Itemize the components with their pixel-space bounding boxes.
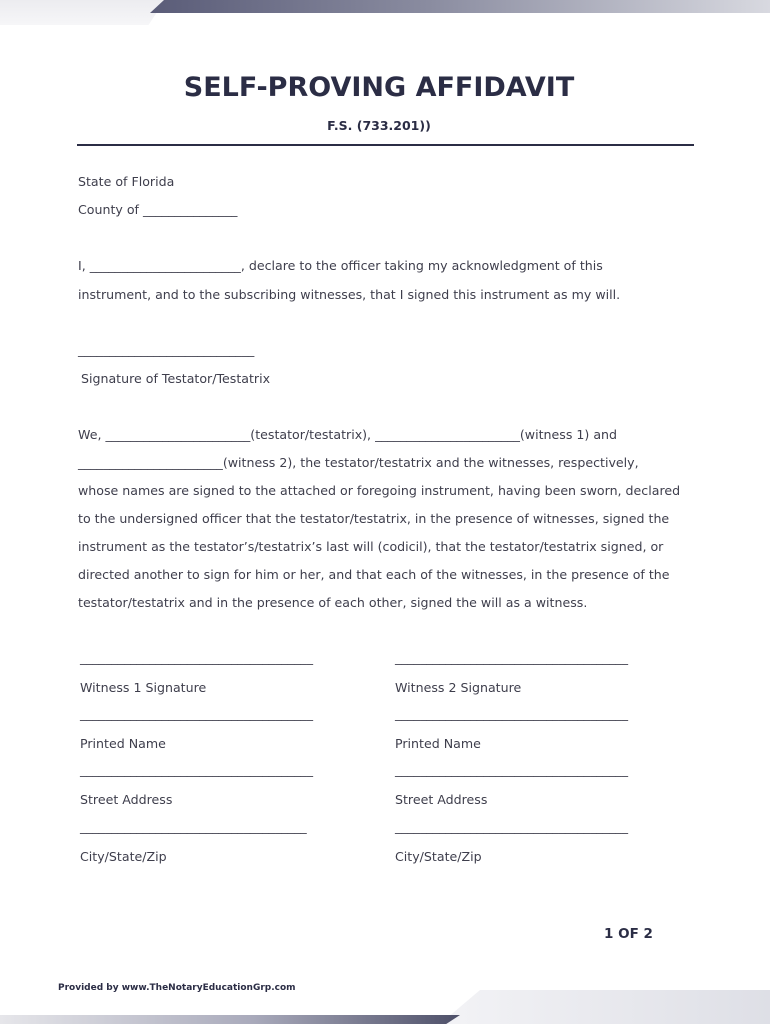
testator-signature-line: ____________________________	[78, 342, 255, 357]
footer-credit: Provided by www.TheNotaryEducationGrp.com	[58, 983, 296, 993]
witness1-city-line: ____________________________________	[80, 819, 307, 834]
witness2-city-line: _____________________________________	[395, 819, 628, 834]
witness1-printed-name-line: _____________________________________	[80, 706, 313, 721]
witness2-printed-name-label: Printed Name	[395, 736, 481, 751]
body-line-1: We, _______________________(testator/testatrix), _______________________(witness 1) and	[78, 427, 618, 442]
witness2-street-line: _____________________________________	[395, 762, 628, 777]
witness1-street-label: Street Address	[80, 792, 173, 807]
title-divider	[77, 144, 694, 146]
witness2-street-label: Street Address	[395, 792, 488, 807]
document-title: SELF-PROVING AFFIDAVIT	[183, 72, 575, 103]
body-line-6: directed another to sign for him or her, and that each of the witnesses, in the presence of the	[78, 567, 670, 582]
witness1-signature-line: _____________________________________	[80, 650, 313, 665]
body-line-2: _______________________(witness 2), the testator/testatrix and the witnesses, respectively,	[78, 455, 639, 470]
page-number: 1 OF 2	[604, 926, 653, 942]
witness1-signature-label: Witness 1 Signature	[80, 680, 207, 695]
witness1-printed-name-label: Printed Name	[80, 736, 166, 751]
header-decoration-light	[0, 0, 165, 25]
body-line-5: instrument as the testator’s/testatrix’s last will (codicil), that the testator/testatrix signed, or	[78, 539, 664, 554]
body-line-3: whose names are signed to the attached or foregoing instrument, having been sworn, declared	[78, 483, 681, 498]
declaration-line-1: I, ________________________, declare to the officer taking my acknowledgment of this	[78, 258, 603, 273]
body-line-4: to the undersigned officer that the testator/testatrix, in the presence of witnesses, signed the	[78, 511, 670, 526]
witness2-printed-name-line: _____________________________________	[395, 706, 628, 721]
footer-decoration-light	[440, 990, 770, 1024]
state-line: State of Florida	[78, 174, 175, 189]
witness1-street-line: _____________________________________	[80, 762, 313, 777]
testator-signature-label: Signature of Testator/Testatrix	[81, 371, 271, 386]
body-line-7: testator/testatrix and in the presence of each other, signed the will as a witness.	[78, 595, 588, 610]
declaration-line-2: instrument, and to the subscribing witnesses, that I signed this instrument as my will.	[78, 287, 621, 302]
witness2-city-label: City/State/Zip	[395, 849, 482, 864]
footer-decoration-band	[0, 1015, 460, 1024]
statute-reference: F.S. (733.201))	[327, 118, 431, 133]
county-line: County of _______________	[78, 202, 238, 217]
witness2-signature-line: _____________________________________	[395, 650, 628, 665]
header-decoration-band	[150, 0, 770, 13]
witness1-city-label: City/State/Zip	[80, 849, 167, 864]
witness2-signature-label: Witness 2 Signature	[395, 680, 522, 695]
